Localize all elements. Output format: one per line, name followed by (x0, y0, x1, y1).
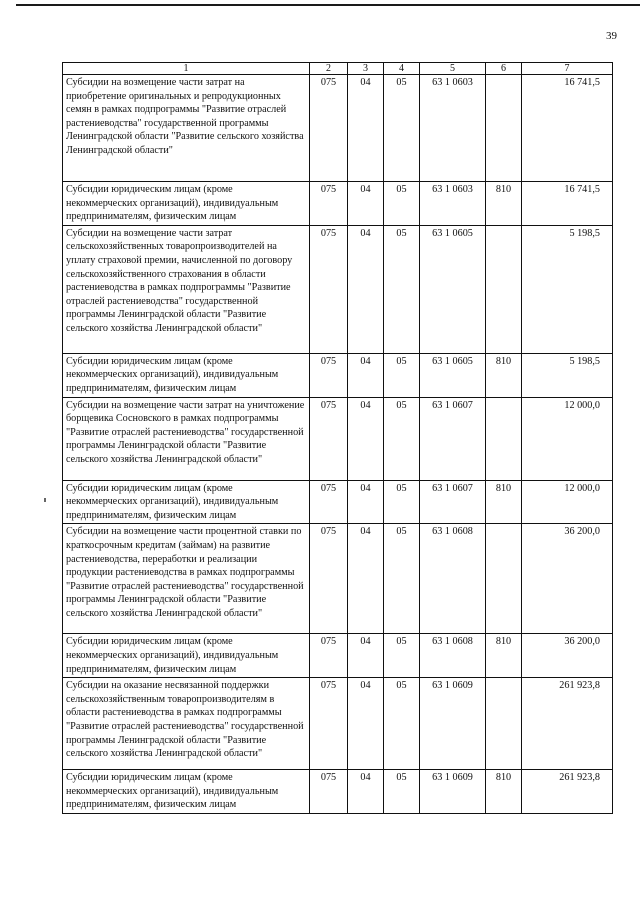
row-amount: 261 923,8 (522, 770, 613, 814)
header-row (63, 63, 613, 75)
budget-table (62, 62, 613, 814)
table-row (63, 678, 613, 770)
header-col-3: 3 (348, 63, 384, 75)
row-amount: 12 000,0 (522, 397, 613, 480)
row-subsection-code: 05 (384, 770, 420, 814)
row-amount: 5 198,5 (522, 225, 613, 353)
row-section-code: 04 (348, 524, 384, 634)
header-col-1: 1 (63, 63, 310, 75)
scan-top-edge (16, 4, 640, 6)
row-ministry-code: 075 (310, 225, 348, 353)
row-expense-type: 810 (486, 634, 522, 678)
row-amount: 261 923,8 (522, 678, 613, 770)
row-target-code: 63 1 0609 (420, 678, 486, 770)
row-target-code: 63 1 0605 (420, 225, 486, 353)
row-target-code: 63 1 0603 (420, 75, 486, 182)
row-description: Субсидии юридическим лицам (кроме некоммерческих организаций), индивидуальным предпринимателям, физическим лицам (63, 634, 310, 678)
table-row (63, 397, 613, 480)
row-amount: 16 741,5 (522, 75, 613, 182)
row-description: Субсидии на оказание несвязанной поддержки сельскохозяйственным товаропроизводителям в области растениеводства в рамках подпрограммы "Развитие отраслей растениеводства" государственной программы Ленинградской области "Развитие сельского хозяйства Ленинградской области" (63, 678, 310, 770)
row-ministry-code: 075 (310, 353, 348, 397)
row-section-code: 04 (348, 353, 384, 397)
row-subsection-code: 05 (384, 182, 420, 226)
row-subsection-code: 05 (384, 524, 420, 634)
row-ministry-code: 075 (310, 524, 348, 634)
row-amount: 16 741,5 (522, 182, 613, 226)
row-section-code: 04 (348, 225, 384, 353)
row-target-code: 63 1 0603 (420, 182, 486, 226)
row-expense-type: 810 (486, 353, 522, 397)
header-col-7: 7 (522, 63, 613, 75)
row-target-code: 63 1 0608 (420, 634, 486, 678)
row-expense-type (486, 678, 522, 770)
row-description: Субсидии юридическим лицам (кроме некоммерческих организаций), индивидуальным предпринимателям, физическим лицам (63, 182, 310, 226)
row-description: Субсидии на возмещение части затрат сельскохозяйственных товаропроизводителей на уплату страховой премии, начисленной по договору сельскохозяйственного страхования в области растениеводства в рамках подпрограммы "Развитие отраслей растениеводства" государственной программы Ленинградской области "Развитие сельского хозяйства Ленинградской области" (63, 225, 310, 353)
row-expense-type (486, 75, 522, 182)
row-ministry-code: 075 (310, 678, 348, 770)
row-expense-type (486, 225, 522, 353)
row-target-code: 63 1 0605 (420, 353, 486, 397)
table-row (63, 524, 613, 634)
scan-mark (44, 498, 46, 502)
header-col-6: 6 (486, 63, 522, 75)
row-description: Субсидии на возмещение части затрат на приобретение оригинальных и репродукционных семян в рамках подпрограммы "Развитие отраслей растениеводства" государственной программы Ленинградской области "Развитие сельского хозяйства Ленинградской области" (63, 75, 310, 182)
row-expense-type (486, 397, 522, 480)
row-ministry-code: 075 (310, 75, 348, 182)
row-description: Субсидии юридическим лицам (кроме некоммерческих организаций), индивидуальным предпринимателям, физическим лицам (63, 770, 310, 814)
table-row (63, 75, 613, 182)
row-subsection-code: 05 (384, 353, 420, 397)
row-ministry-code: 075 (310, 770, 348, 814)
row-ministry-code: 075 (310, 634, 348, 678)
row-subsection-code: 05 (384, 678, 420, 770)
row-ministry-code: 075 (310, 480, 348, 524)
row-expense-type: 810 (486, 182, 522, 226)
row-target-code: 63 1 0607 (420, 397, 486, 480)
row-subsection-code: 05 (384, 225, 420, 353)
header-col-2: 2 (310, 63, 348, 75)
row-target-code: 63 1 0607 (420, 480, 486, 524)
row-subsection-code: 05 (384, 397, 420, 480)
row-description: Субсидии на возмещение части процентной ставки по краткосрочным кредитам (займам) на развитие растениеводства, переработки и реализации продукции растениеводства в рамках подпрограммы "Развитие отраслей растениеводства" государственной программы Ленинградской области "Развитие сельского хозяйства Ленинградской области" (63, 524, 310, 634)
page-number: 39 (606, 30, 617, 42)
row-section-code: 04 (348, 75, 384, 182)
row-subsection-code: 05 (384, 480, 420, 524)
row-section-code: 04 (348, 634, 384, 678)
table-row (63, 634, 613, 678)
table-row (63, 182, 613, 226)
row-expense-type: 810 (486, 770, 522, 814)
table-row (63, 770, 613, 814)
row-subsection-code: 05 (384, 634, 420, 678)
table-row (63, 353, 613, 397)
row-amount: 12 000,0 (522, 480, 613, 524)
row-section-code: 04 (348, 770, 384, 814)
row-amount: 36 200,0 (522, 634, 613, 678)
row-amount: 36 200,0 (522, 524, 613, 634)
row-target-code: 63 1 0608 (420, 524, 486, 634)
row-section-code: 04 (348, 182, 384, 226)
header-col-5: 5 (420, 63, 486, 75)
row-ministry-code: 075 (310, 182, 348, 226)
row-description: Субсидии юридическим лицам (кроме некоммерческих организаций), индивидуальным предпринимателям, физическим лицам (63, 353, 310, 397)
row-amount: 5 198,5 (522, 353, 613, 397)
row-expense-type (486, 524, 522, 634)
row-expense-type: 810 (486, 480, 522, 524)
table-row (63, 225, 613, 353)
row-ministry-code: 075 (310, 397, 348, 480)
row-section-code: 04 (348, 397, 384, 480)
table-row (63, 480, 613, 524)
header-col-4: 4 (384, 63, 420, 75)
row-description: Субсидии юридическим лицам (кроме некоммерческих организаций), индивидуальным предпринимателям, физическим лицам (63, 480, 310, 524)
row-description: Субсидии на возмещение части затрат на уничтожение борщевика Сосновского в рамках подпрограммы "Развитие отраслей растениеводства" государственной программы Ленинградской области "Развитие сельского хозяйства Ленинградской области" (63, 397, 310, 480)
row-section-code: 04 (348, 678, 384, 770)
row-target-code: 63 1 0609 (420, 770, 486, 814)
row-section-code: 04 (348, 480, 384, 524)
row-subsection-code: 05 (384, 75, 420, 182)
